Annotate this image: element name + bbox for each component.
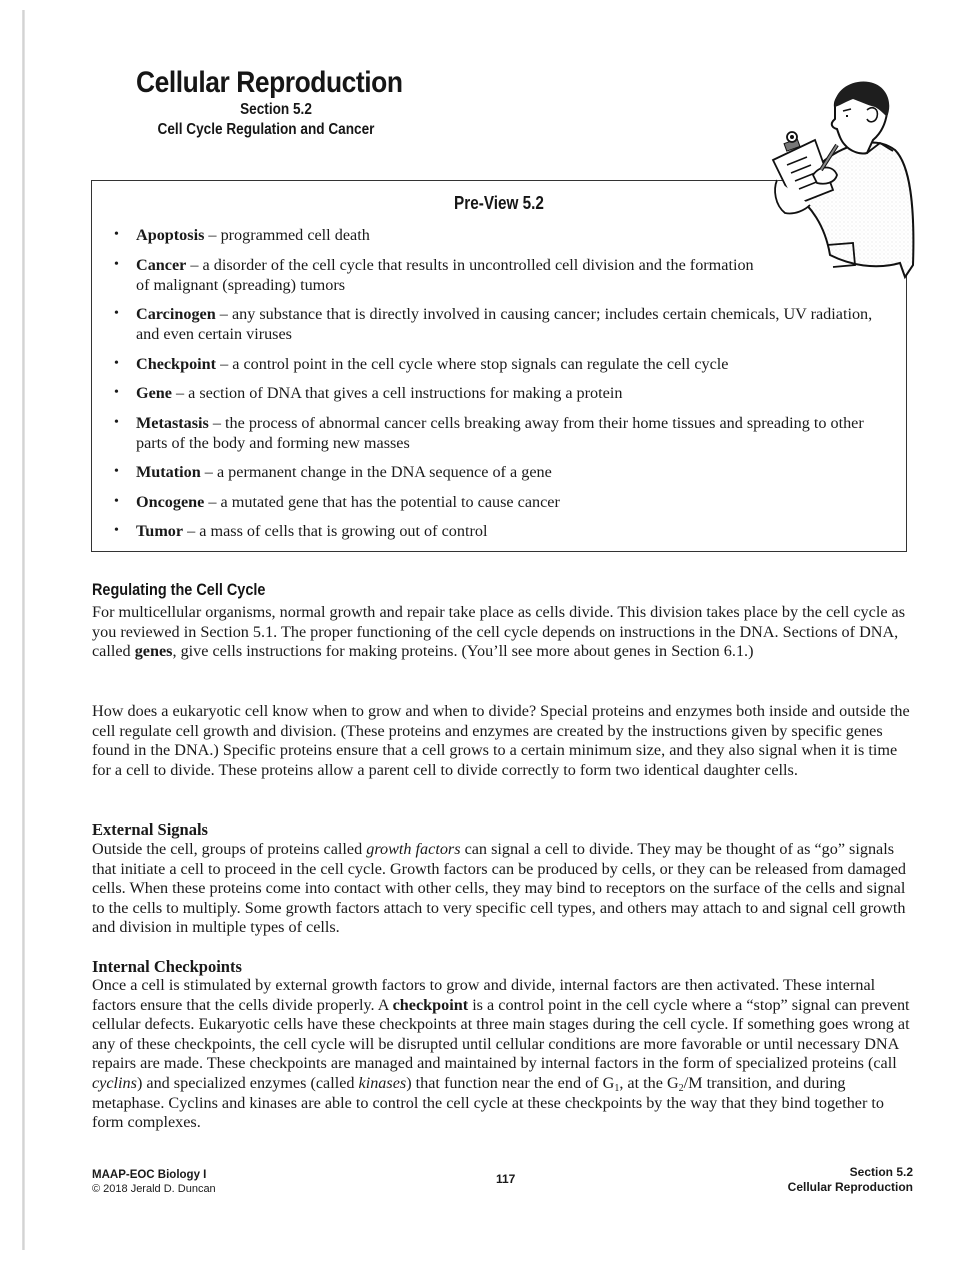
vocab-item bbox=[114, 413, 874, 453]
vocab-term: Cancer bbox=[136, 255, 187, 274]
bullet-icon: • bbox=[114, 414, 119, 430]
preview-heading: Pre-View 5.2 bbox=[454, 193, 544, 213]
paragraph: How does a eukaryotic cell know when to grow and when to divide? Special proteins and enzymes both inside and outside the cell regulate cell growth and division. (These proteins and enzymes are created by the instructions given by specific genes found in the DNA.) Specific proteins ensure that a cell grows to a certain minimum size, and they also signal when it is time for a cell to divide. These proteins allow a parent cell to divide correctly to form two identical daughter cells. bbox=[92, 702, 910, 779]
bullet-icon: • bbox=[114, 355, 119, 371]
bold-term: genes bbox=[134, 642, 173, 661]
vocab-term: Oncogene bbox=[136, 492, 205, 511]
subheading-internal-checkpoints: Internal Checkpoints bbox=[92, 957, 242, 976]
title-block bbox=[136, 66, 436, 138]
bullet-icon: • bbox=[114, 227, 119, 242]
text-run: ) and specialized enzymes (called bbox=[136, 1073, 359, 1092]
vocab-item bbox=[114, 521, 874, 541]
bullet-icon: • bbox=[114, 493, 119, 509]
subheading-external-signals: External Signals bbox=[92, 820, 208, 839]
footer-chapter: Cellular Reproduction bbox=[787, 1180, 913, 1194]
vocab-term: Metastasis bbox=[136, 413, 209, 432]
vocab-item bbox=[114, 304, 874, 344]
text-run: can signal a cell to divide. They may be thought of as “go” signals that initiate a cell to proceed in the cell cycle. Growth factors can be produced by cells, or they can be released from damaged cells. When these proteins come into contact with other cells, they may bind to receptors on the surface of the cells and signal to the cells to multiply. Some growth factors attach to very specific cell types, and others may attach to and signal cell growth and division in multiple types of cells. bbox=[92, 840, 906, 937]
section-subtitle: Cell Cycle Regulation and Cancer bbox=[157, 121, 375, 138]
vocab-item bbox=[114, 462, 874, 482]
vocab-term: Gene bbox=[136, 384, 172, 402]
footer-right bbox=[788, 1165, 913, 1195]
bold-term: checkpoint bbox=[392, 995, 469, 1014]
text-run: Once a cell is stimulated by external growth factors to grow and divide, internal factors are then activated. These internal factors ensure that the cells divide properly. A bbox=[92, 976, 876, 1014]
page-number: 117 bbox=[496, 1172, 516, 1186]
bullet-icon: • bbox=[114, 306, 119, 321]
subscript: 2 bbox=[678, 1082, 684, 1094]
vocab-definition: – a mutated gene that has the potential to cause cancer bbox=[204, 492, 560, 511]
italic-term: cyclins bbox=[92, 1073, 137, 1092]
vocab-term: Apoptosis bbox=[136, 226, 205, 244]
vocab-term: Checkpoint bbox=[136, 354, 217, 373]
scan-binding-edge bbox=[22, 10, 25, 1250]
vocab-definition: – a control point in the cell cycle where stop signals can regulate the cell cycle bbox=[216, 354, 729, 373]
vocab-definition: – the process of abnormal cancer cells breaking away from their home tissues and spreading to other parts of the body and forming new masses bbox=[136, 413, 864, 452]
text-run: Outside the cell, groups of proteins called bbox=[92, 840, 367, 858]
italic-term: growth factors bbox=[366, 840, 461, 858]
vocab-term: Mutation bbox=[136, 463, 201, 481]
text-run: /M transition, and during metaphase. Cyclins and kinases are able to control the cell cycle at these checkpoints by the way that they bind together to form complexes. bbox=[92, 1073, 885, 1132]
vocab-definition: – programmed cell death bbox=[204, 226, 370, 244]
vocab-definition: – a section of DNA that gives a cell instructions for making a protein bbox=[171, 384, 623, 402]
text-run: is a control point in the cell cycle where a “stop” signal can prevent cellular defects. Eukaryotic cells have these checkpoints at three main stages during the cell cycle. If something goes wrong at any of these checkpoints, the cell cycle will be disrupted until cellular conditions are more favorable or until necessary DNA repairs are made. These checkpoints are managed and maintained by internal factors in the form of specialized proteins (call bbox=[92, 995, 910, 1073]
vocab-item bbox=[114, 383, 874, 403]
footer-left bbox=[92, 1168, 216, 1196]
vocab-definition: – a disorder of the cell cycle that results in uncontrolled cell division and the formation of malignant (spreading) tumors bbox=[136, 255, 754, 294]
bullet-icon: • bbox=[114, 256, 119, 272]
vocab-term: Carcinogen bbox=[136, 305, 216, 323]
text-run: , give cells instructions for making proteins. (You’ll see more about genes in Section 6.1.) bbox=[172, 642, 754, 661]
vocab-definition: – any substance that is directly involved in causing cancer; includes certain chemicals, UV radiation, and even certain viruses bbox=[136, 305, 873, 343]
text-run: For multicellular organisms, normal growth and repair take place as cells divide. This division takes place by the cell cycle as you reviewed in Section 5.1. The proper functioning of the cell cycle depends on instructions in the DNA. Sections of DNA, called bbox=[92, 603, 906, 661]
section-number: Section 5.2 bbox=[240, 101, 312, 118]
bullet-icon: • bbox=[114, 385, 119, 400]
paragraph bbox=[92, 976, 912, 1133]
vocab-item bbox=[114, 255, 756, 295]
text-run: ) that function near the end of G bbox=[406, 1073, 615, 1092]
page-title: Cellular Reproduction bbox=[136, 66, 403, 99]
bullet-icon: • bbox=[114, 464, 119, 479]
vocab-item bbox=[114, 354, 874, 374]
section-heading: Regulating the Cell Cycle bbox=[92, 580, 266, 599]
italic-term: kinases bbox=[358, 1073, 407, 1092]
vocab-item bbox=[114, 492, 874, 512]
scientist-illustration bbox=[755, 65, 925, 290]
footer-book-title: MAAP-EOC Biology I bbox=[92, 1169, 207, 1181]
paragraph bbox=[92, 840, 912, 938]
bullet-icon: • bbox=[114, 523, 119, 538]
paragraph bbox=[92, 603, 912, 662]
vocab-term: Tumor bbox=[136, 522, 184, 540]
vocab-definition: – a mass of cells that is growing out of control bbox=[183, 522, 488, 540]
text-run: , at the G bbox=[619, 1073, 679, 1092]
vocab-definition: – a permanent change in the DNA sequence of a gene bbox=[200, 463, 552, 481]
footer-copyright: © 2018 Jerald D. Duncan bbox=[92, 1183, 216, 1195]
footer-section: Section 5.2 bbox=[849, 1165, 913, 1179]
subscript: 1 bbox=[614, 1082, 620, 1094]
